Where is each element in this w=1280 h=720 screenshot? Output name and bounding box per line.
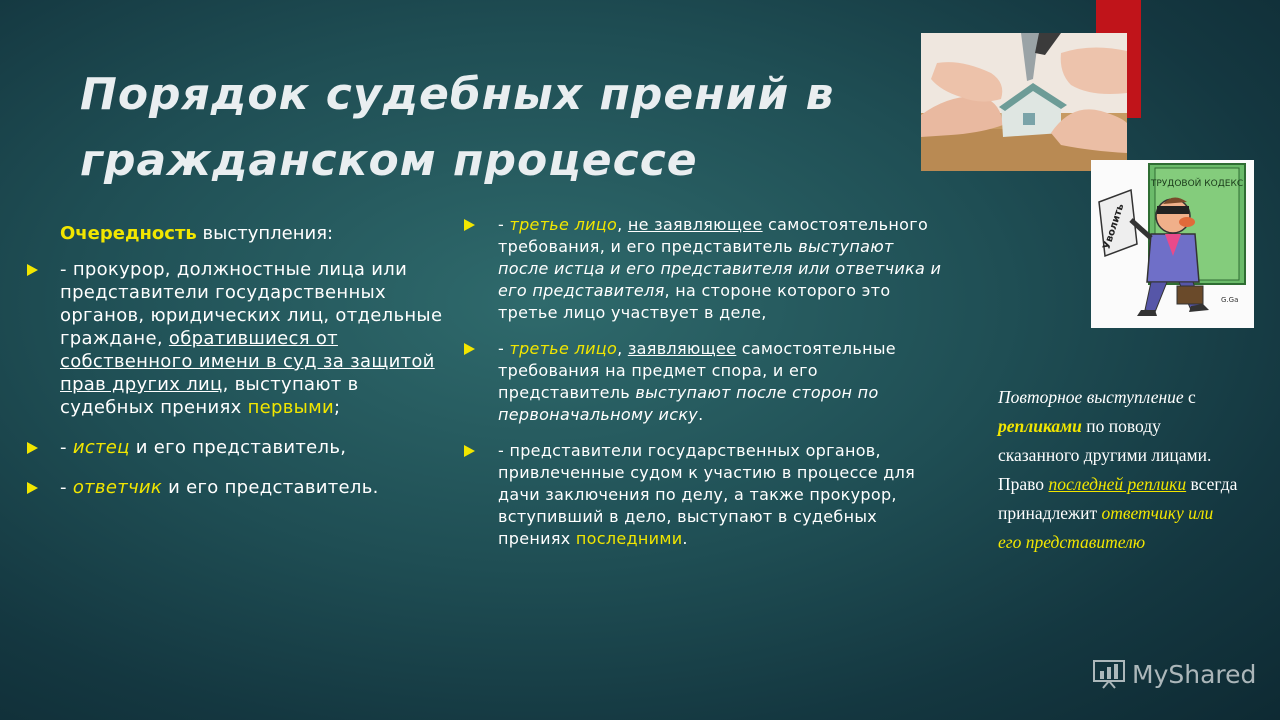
title-line-2: гражданском процессе xyxy=(80,135,698,186)
item-text: . xyxy=(682,529,688,548)
item-text: и его представитель, xyxy=(129,437,347,458)
item-text: , xyxy=(617,339,628,358)
list-item xyxy=(60,436,455,459)
item-italic-text: выступают после сторон по первоначальному иску xyxy=(498,383,879,424)
item-text: - xyxy=(60,477,73,498)
item-underlined-text: не заявляющее xyxy=(627,215,763,234)
list-item xyxy=(60,476,455,499)
item-underlined-text: заявляющее xyxy=(627,339,737,358)
order-heading-rest: выступления: xyxy=(196,223,334,244)
left-column xyxy=(60,222,455,516)
list-item xyxy=(498,440,948,550)
note-text: с xyxy=(1188,387,1196,407)
replica-note xyxy=(998,383,1238,557)
page-title xyxy=(80,62,920,194)
order-heading-highlight: Очередность xyxy=(60,223,197,244)
item-text: - xyxy=(498,339,510,358)
item-text: и его представитель. xyxy=(162,477,379,498)
note-text: по поводу сказанного другими лицами. xyxy=(998,416,1212,465)
item-highlight: истец xyxy=(72,437,130,458)
note-highlight: ответчику или его представителю xyxy=(998,503,1214,552)
arrow-bullet-icon xyxy=(464,219,475,231)
arrow-bullet-icon xyxy=(27,264,38,276)
speaker-order-list xyxy=(60,258,455,499)
artist-signature: G.Ga xyxy=(1221,296,1239,304)
note-text: Право xyxy=(998,474,1049,494)
item-underlined-text: обратившиеся от собственного имени в суд за защитой прав других лиц xyxy=(60,328,435,395)
paper-text: Уволить xyxy=(1101,202,1127,251)
list-item xyxy=(60,258,455,419)
note-highlight: репликами xyxy=(998,416,1082,436)
item-highlight: ответчик xyxy=(72,477,163,498)
item-text: ; xyxy=(334,397,341,418)
book-title: ТРУДОВОЙ КОДЕКС xyxy=(1150,179,1244,189)
item-text: самостоятельного требования, и его представитель xyxy=(498,215,929,256)
item-text: - xyxy=(498,215,510,234)
myshared-logo xyxy=(1092,659,1256,689)
middle-column xyxy=(498,214,948,564)
logo-text: MyShared xyxy=(1132,659,1257,689)
item-text: , выступают в судебных прениях xyxy=(60,374,359,418)
arrow-bullet-icon xyxy=(27,482,38,494)
title-line-1: Порядок судебных прений в xyxy=(80,69,835,120)
item-text: - представители государственных органов, привлеченные судом к участию в процессе для дачи заключения по делу, а также прокурор, вступивший в дело, выступают в судебных прениях xyxy=(498,441,916,548)
photo-hands-cutting-house xyxy=(921,33,1127,171)
item-highlight: третье лицо xyxy=(509,215,618,234)
item-italic-text: выступают после истца и его представителя или ответчика и его представителя xyxy=(498,237,942,300)
item-text: , на стороне которого это третье лицо участвует в деле, xyxy=(498,281,891,322)
item-highlight: третье лицо xyxy=(509,339,618,358)
item-text: - прокурор, должностные лица или представители государственных органов, юридических лиц, отдельные граждане, xyxy=(60,259,443,349)
note-underlined-highlight: последней реплики xyxy=(1048,474,1187,494)
presentation-icon xyxy=(1092,659,1126,689)
item-highlight: первыми xyxy=(247,397,335,418)
cartoon-man-with-labor-code xyxy=(1091,160,1254,328)
note-text: Повторное выступление xyxy=(998,387,1189,407)
item-text: - xyxy=(60,437,73,458)
item-highlight: последними xyxy=(575,529,683,548)
arrow-bullet-icon xyxy=(464,445,475,457)
arrow-bullet-icon xyxy=(27,442,38,454)
item-text: , xyxy=(617,215,628,234)
arrow-bullet-icon xyxy=(464,343,475,355)
list-item xyxy=(498,214,948,324)
note-text: всегда принадлежит xyxy=(998,474,1238,523)
list-item xyxy=(498,338,948,426)
third-party-list xyxy=(498,214,948,550)
item-text: . xyxy=(698,405,704,424)
order-heading xyxy=(60,222,455,246)
item-text: самостоятельные требования на предмет спора, и его представитель xyxy=(498,339,896,402)
